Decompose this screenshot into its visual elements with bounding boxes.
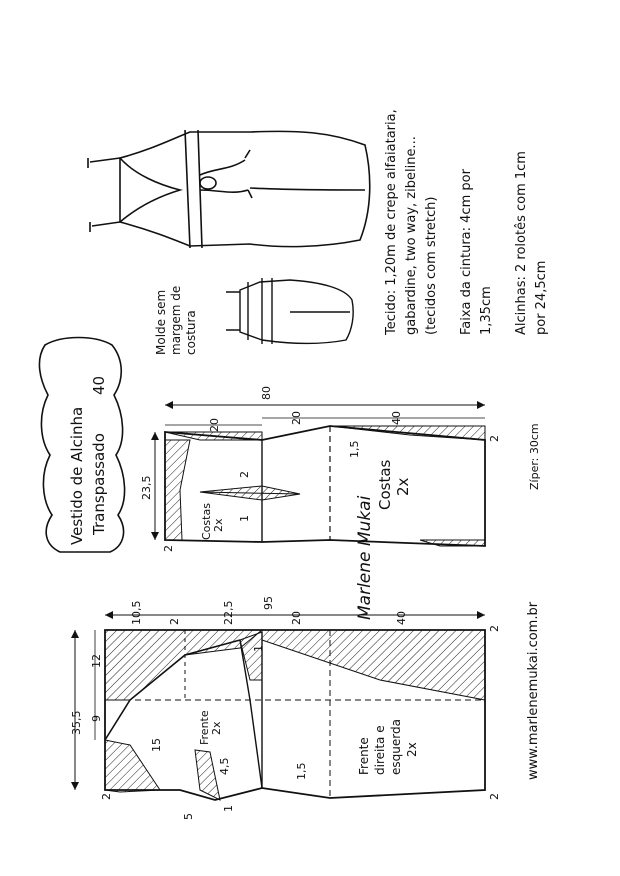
mold-note-line-3: costura [184,310,198,355]
fabric-line-2: gabardine, two way, zibeline... [404,136,419,335]
front-dim-side-15: 1,5 [295,762,308,780]
website-text: www.marlenemukai.com.br [526,601,541,780]
front-pattern [71,611,485,800]
front-dim-top-a: 10,5 [130,600,143,625]
dress-sketch-small [226,278,353,344]
front-small-qty: 2x [210,721,223,735]
front-marker-right-bottom: 2 [488,793,501,800]
back-dart-1: 1 [238,515,251,522]
belt-line-1: Faixa da cintura: 4cm por [459,169,474,335]
front-big-line-3: esquerda [389,719,403,775]
back-dim-height: 23,5 [140,475,153,500]
title-size: 40 [90,375,108,395]
straps-line-2: por 24,5cm [534,260,549,335]
front-dim-top-dart: 1 [252,645,265,652]
front-small-label: Frente [198,710,211,745]
fabric-line-3: (tecidos com stretch) [424,196,439,335]
back-dim-top-right: 40 [390,411,403,425]
back-small-qty: 2x [212,518,225,532]
front-dim-bottom-1: 1 [222,805,235,812]
front-big-line-2: direita e [373,725,387,775]
back-big-label: Costas [376,459,394,510]
belt-line-2: 1,35cm [479,286,494,335]
back-marker-left: 2 [162,545,175,552]
front-dim-top-f: 40 [395,611,408,625]
signature: Marlene Mukai [355,495,375,620]
front-dim-top-b: 2 [168,618,181,625]
back-dim-total: 80 [260,386,273,400]
front-dim-height: 35,5 [70,710,83,735]
front-dim-top-d: 95 [262,596,275,610]
back-dart-2: 2 [238,471,251,478]
mold-note-line-2: margem de [169,285,183,355]
front-dim-dart-45: 4,5 [218,757,231,775]
back-dim-top-left: 20 [208,418,221,432]
front-marker-left: 2 [100,793,113,800]
front-dim-top-e: 20 [290,611,303,625]
front-dim-bottom-5: 5 [182,813,195,820]
dress-sketch-large [88,130,370,248]
title-line-2: Transpassado [90,433,108,535]
front-dim-12: 12 [90,654,103,668]
title-line-1: Vestido de Alcinha [68,406,86,545]
front-dim-diag-15: 15 [150,738,163,752]
front-big-line-1: Frente [357,737,371,775]
front-dim-top-c: 22,5 [222,600,235,625]
zipper-note: Zíper: 30cm [528,423,541,490]
back-big-qty: 2x [394,477,412,496]
back-marker-right: 2 [488,435,501,442]
mold-note-line-1: Molde sem [154,289,168,355]
back-dim-top-mid: 20 [290,411,303,425]
straps-line-1: Alcinhas: 2 rolotês com 1cm [514,151,529,335]
fabric-line-1: Tecido: 1,20m de crepe alfaiataria, [384,109,399,335]
front-dim-9: 9 [90,715,103,722]
front-big-qty: 2x [405,742,419,757]
back-small-label: Costas [200,503,213,540]
back-side-15: 1,5 [348,440,361,458]
front-marker-right-top: 2 [488,625,501,632]
